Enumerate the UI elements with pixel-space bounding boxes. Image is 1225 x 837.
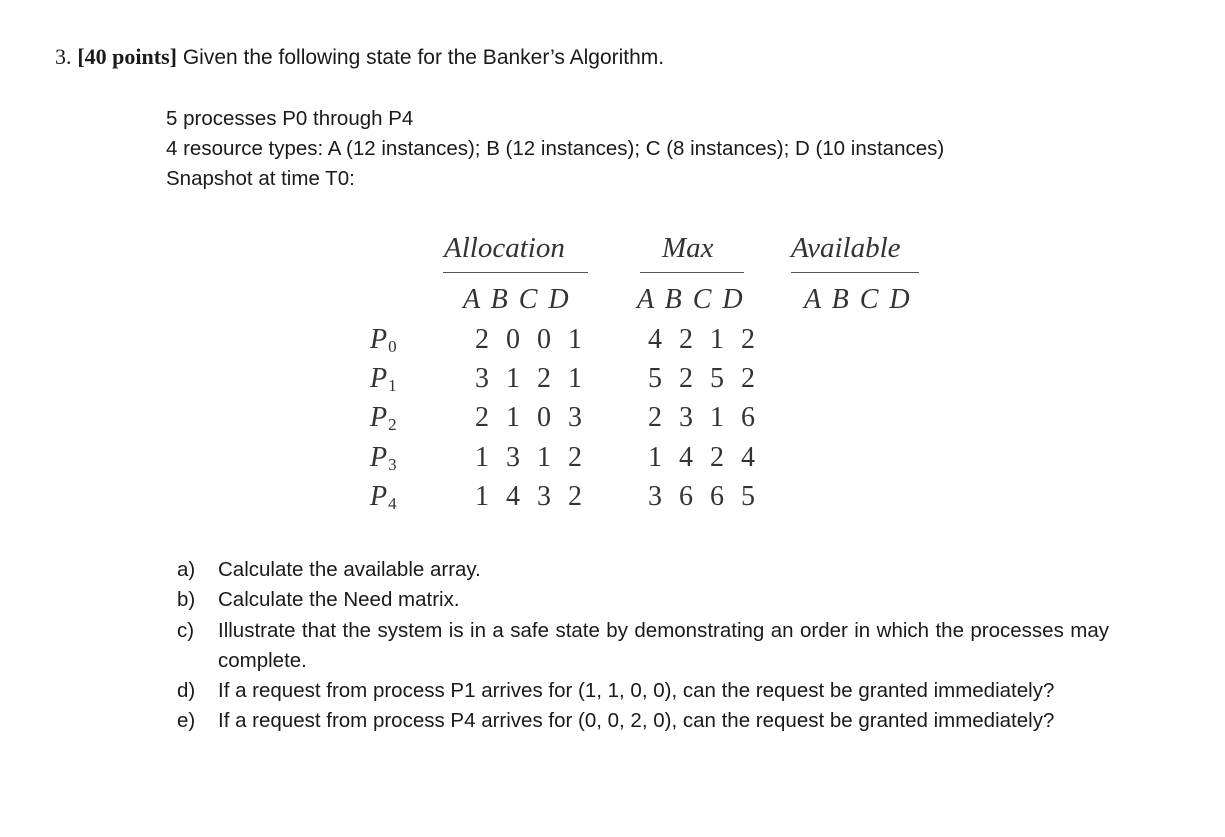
available-header: Available: [791, 232, 901, 264]
subquestion-label: b): [177, 588, 196, 612]
max-row: 2 3 1 6: [648, 402, 760, 433]
subquestion-e: [177, 706, 1109, 736]
process-label: $P_4$: [370, 481, 397, 513]
subquestion-a: [177, 555, 1109, 585]
process-label: $P_1$: [370, 363, 397, 395]
max-resource-letters: A B C D: [637, 284, 745, 315]
subquestion-text: Calculate the Need matrix.: [218, 588, 460, 612]
question-number: 3.: [55, 44, 72, 69]
subquestion-c: [177, 616, 1109, 677]
max-row: 5 2 5 2: [648, 363, 760, 394]
allocation-resource-letters: A B C D: [463, 284, 571, 315]
subquestion-text: Illustrate that the system is in a safe state by demonstrating an order in which the processes may complete.: [218, 618, 1109, 672]
question-points: [40 points]: [77, 44, 177, 69]
subquestion-text: If a request from process P1 arrives for (1, 1, 0, 0), can the request be granted immediately?: [218, 679, 1055, 703]
allocation-row: 2 0 0 1: [475, 324, 587, 355]
max-header: Max: [662, 232, 714, 264]
max-underline: [640, 272, 744, 273]
process-label: $P_0$: [370, 324, 397, 356]
question-header: [55, 44, 664, 70]
max-row: 4 2 1 2: [648, 324, 760, 355]
subquestion-label: e): [177, 709, 196, 733]
available-underline: [791, 272, 919, 273]
subquestion-list: [177, 555, 1109, 737]
subquestion-text: If a request from process P4 arrives for (0, 0, 2, 0), can the request be granted immediately?: [218, 709, 1055, 733]
subquestion-d: [177, 676, 1109, 706]
allocation-row: 3 1 2 1: [475, 363, 587, 394]
allocation-row: 1 3 1 2: [475, 442, 587, 473]
intro-resource-types: 4 resource types: A (12 instances); B (12 instances); C (8 instances); D (10 instances): [166, 137, 945, 160]
allocation-row: 1 4 3 2: [475, 481, 587, 512]
allocation-row: 2 1 0 3: [475, 402, 587, 433]
subquestion-label: c): [177, 618, 195, 642]
process-label: $P_2$: [370, 402, 397, 434]
intro-snapshot-label: Snapshot at time T0:: [166, 167, 355, 190]
subquestion-label: a): [177, 558, 196, 581]
subquestion-label: d): [177, 679, 196, 703]
max-row: 1 4 2 4: [648, 442, 760, 473]
intro-processes: 5 processes P0 through P4: [166, 107, 414, 130]
max-row: 3 6 6 5: [648, 481, 760, 512]
available-resource-letters: A B C D: [804, 284, 912, 315]
process-label: $P_3$: [370, 442, 397, 474]
subquestion-b: [177, 585, 1109, 615]
question-prompt: Given the following state for the Banker’s Algorithm.: [182, 46, 665, 69]
allocation-underline: [443, 272, 588, 273]
subquestion-text: Calculate the available array.: [218, 558, 481, 581]
allocation-header: Allocation: [444, 232, 565, 264]
